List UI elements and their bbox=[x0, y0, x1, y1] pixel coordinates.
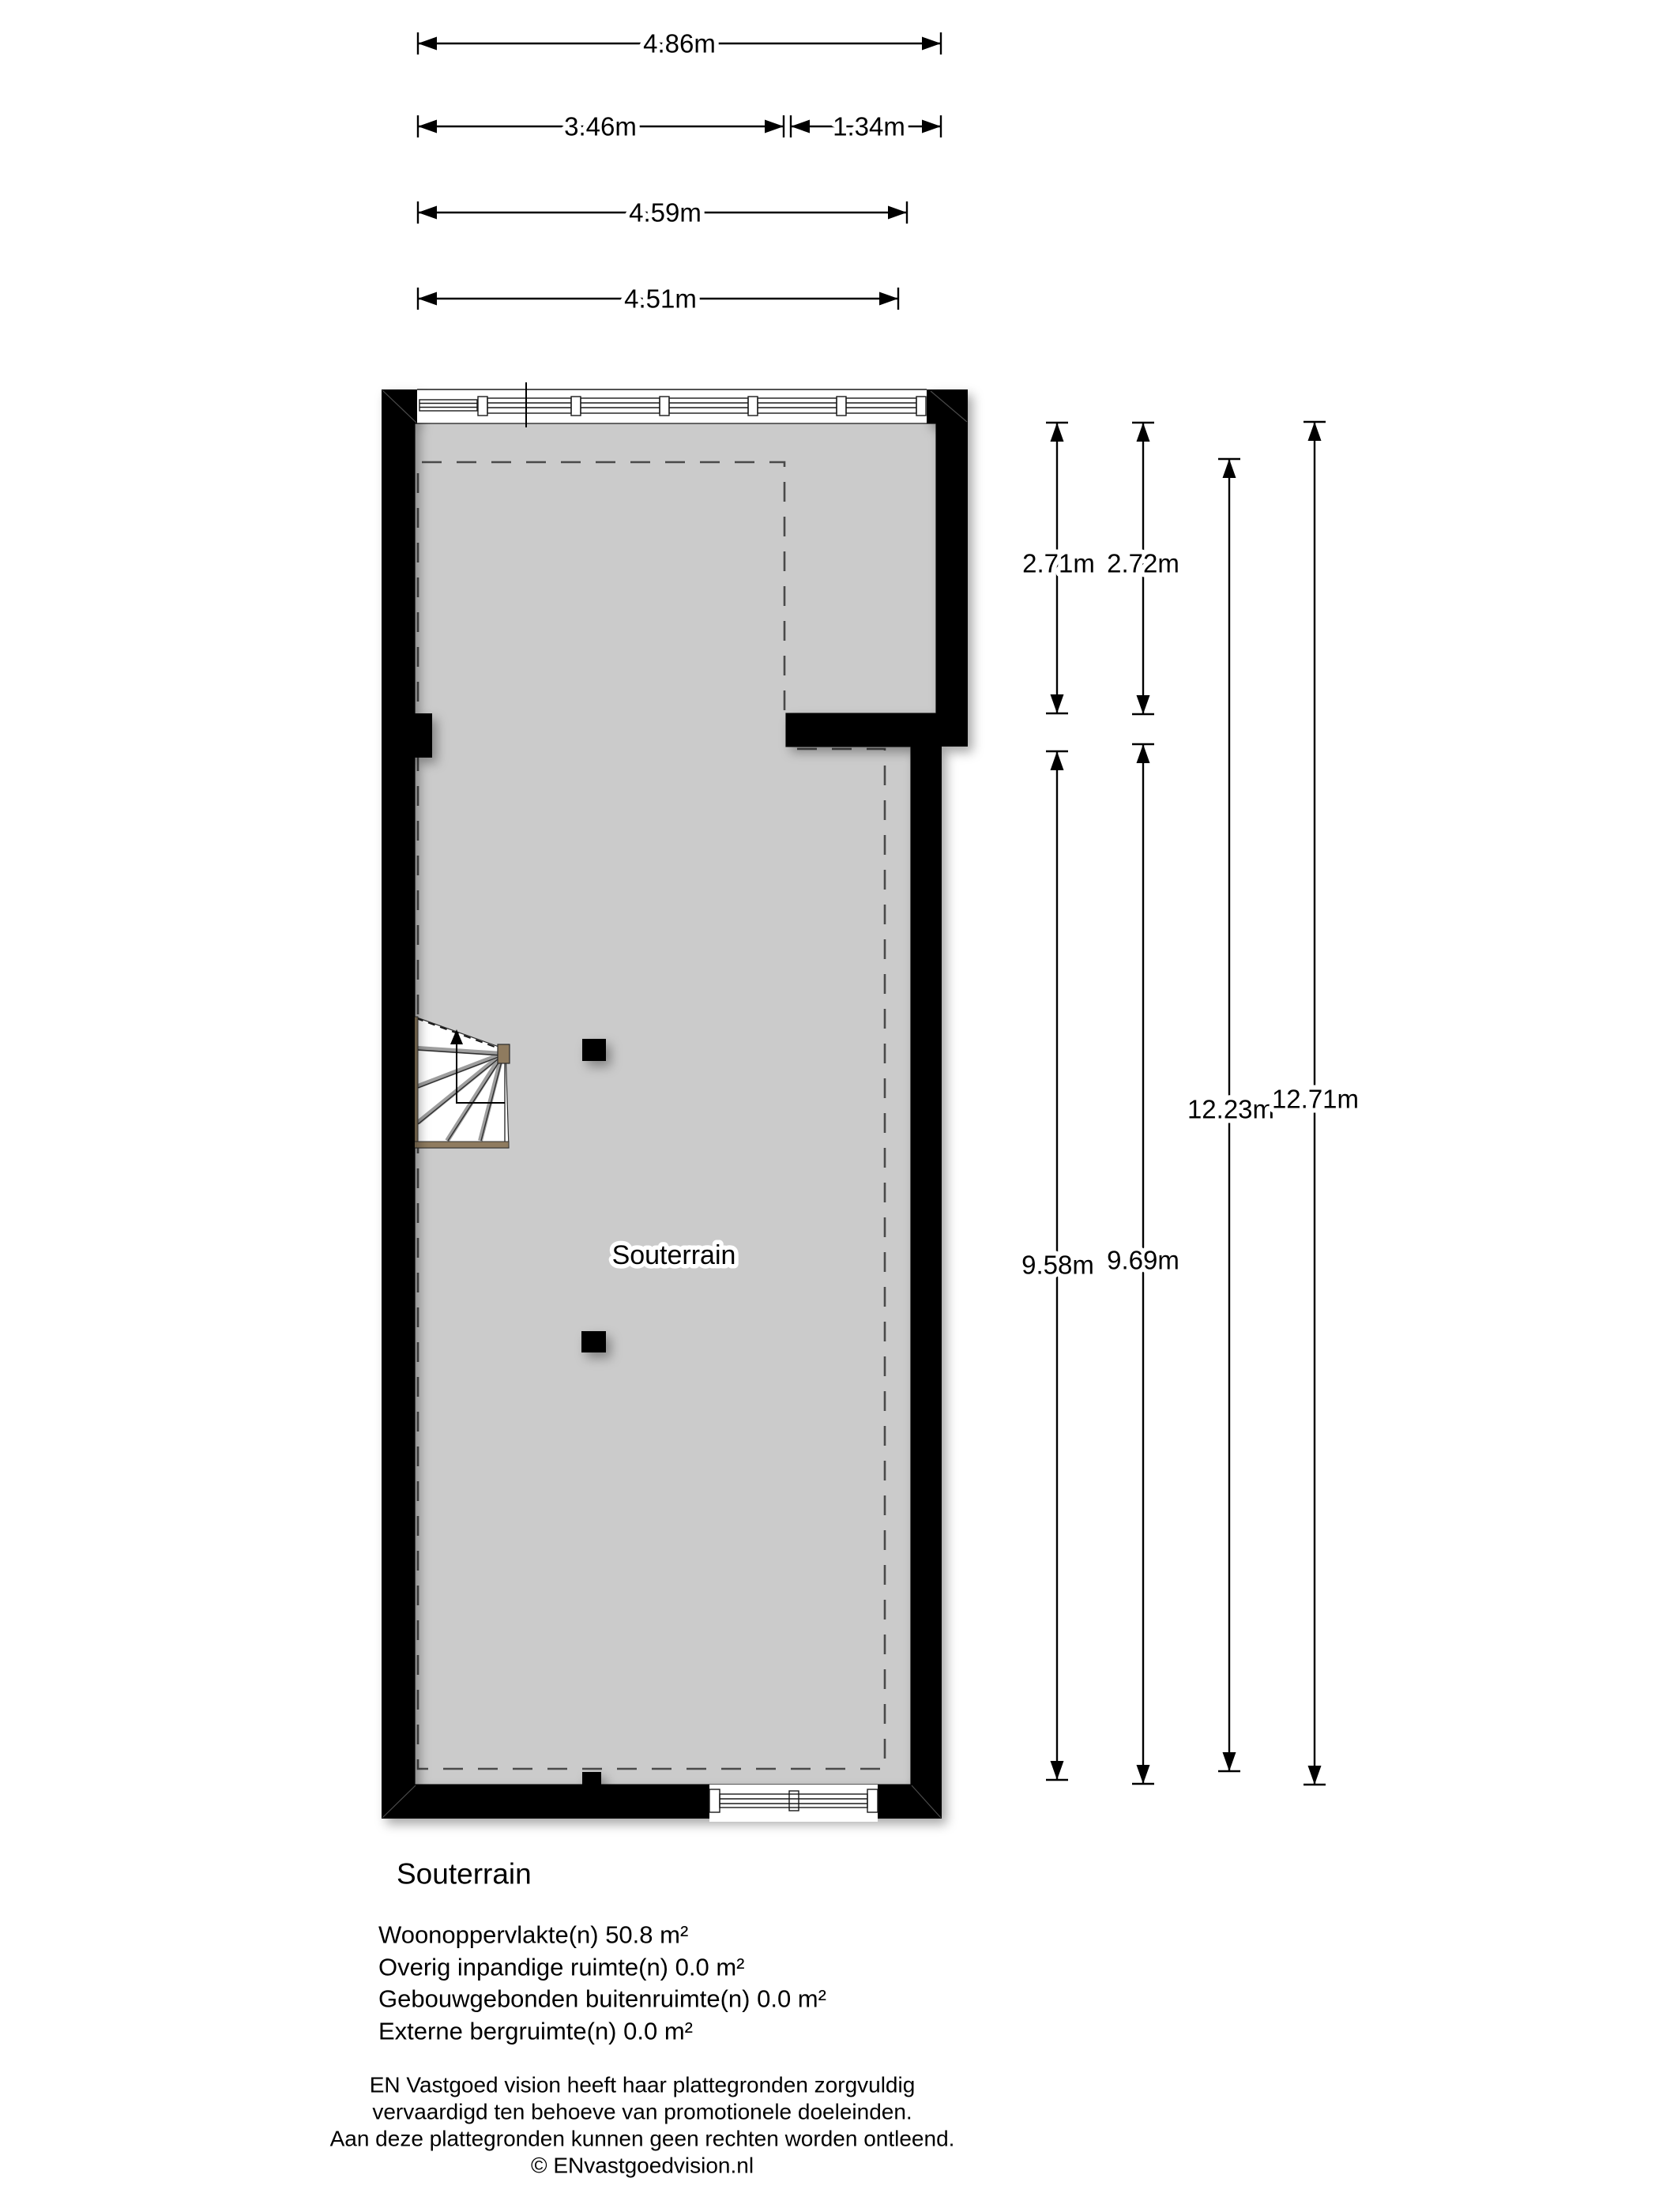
dim-label: 4.86m bbox=[643, 28, 716, 58]
disclaimer-line: vervaardigd ten behoeve van promotionele doeleinden. bbox=[372, 2099, 912, 2124]
dimension-lines-right bbox=[1021, 422, 1359, 1785]
disclaimer-line: Aan deze plattegronden kunnen geen rechten worden ontleend. bbox=[329, 2126, 955, 2151]
window-band-top bbox=[417, 382, 927, 427]
dimension-lower-depth-a bbox=[1021, 751, 1094, 1780]
dimension-upper-depth-b bbox=[1107, 423, 1179, 714]
stair-newel-post bbox=[498, 1044, 510, 1063]
room-label: Souterrain bbox=[611, 1240, 736, 1270]
dim-label: 12.23m bbox=[1187, 1094, 1275, 1124]
dim-label: 9.69m bbox=[1107, 1245, 1179, 1275]
dimension-lines-top bbox=[418, 29, 941, 314]
wall-pier-bottom bbox=[582, 1772, 601, 1785]
dimension-lower-depth-b bbox=[1107, 744, 1179, 1784]
footer-title: Souterrain bbox=[397, 1857, 532, 1890]
footer bbox=[330, 1858, 955, 2178]
disclaimer-line: EN Vastgoed vision heeft haar plattegronden zorgvuldig bbox=[369, 2072, 916, 2097]
dim-label: 3.46m bbox=[564, 111, 637, 141]
area-line-woonoppervlakte: Woonoppervlakte(n) 50.8 m² bbox=[378, 1920, 689, 1949]
column-lower bbox=[581, 1331, 606, 1352]
wall-left bbox=[382, 389, 415, 1819]
dim-label: 12.71m bbox=[1271, 1084, 1360, 1114]
dimension-width-lower-room bbox=[418, 284, 898, 314]
dimension-overall-width bbox=[418, 29, 941, 58]
dim-label: 2.71m bbox=[1022, 548, 1095, 578]
window-bottom bbox=[709, 1785, 878, 1822]
stair-stringer-bottom bbox=[412, 1142, 509, 1148]
area-line-gebouwgebonden: Gebouwgebonden buitenruimte(n) 0.0 m² bbox=[378, 1984, 826, 2013]
dim-label: 4.59m bbox=[629, 198, 702, 228]
dimension-overall-depth-a bbox=[1187, 459, 1274, 1771]
copyright-line: © ENvastgoedvision.nl bbox=[530, 2153, 754, 2178]
dim-label: 4.51m bbox=[624, 284, 697, 314]
wall-right-lower bbox=[911, 713, 942, 1819]
dimension-width-mid bbox=[418, 198, 907, 228]
dimension-width-right-part bbox=[791, 112, 941, 141]
area-line-overig-inpandig: Overig inpandige ruimte(n) 0.0 m² bbox=[378, 1953, 745, 1981]
dimension-upper-depth-a bbox=[1022, 423, 1095, 713]
dim-label: 9.58m bbox=[1021, 1250, 1094, 1280]
wall-right-upper bbox=[936, 389, 968, 747]
column-upper bbox=[582, 1039, 606, 1061]
wall-pier-left bbox=[415, 713, 432, 758]
dim-label: 2.72m bbox=[1107, 548, 1179, 578]
area-line-externe-bergruimte: Externe bergruimte(n) 0.0 m² bbox=[378, 2017, 693, 2045]
dim-label: 1.34m bbox=[833, 111, 905, 141]
dimension-width-left-part bbox=[418, 112, 784, 141]
dimension-overall-depth-b bbox=[1272, 422, 1359, 1785]
